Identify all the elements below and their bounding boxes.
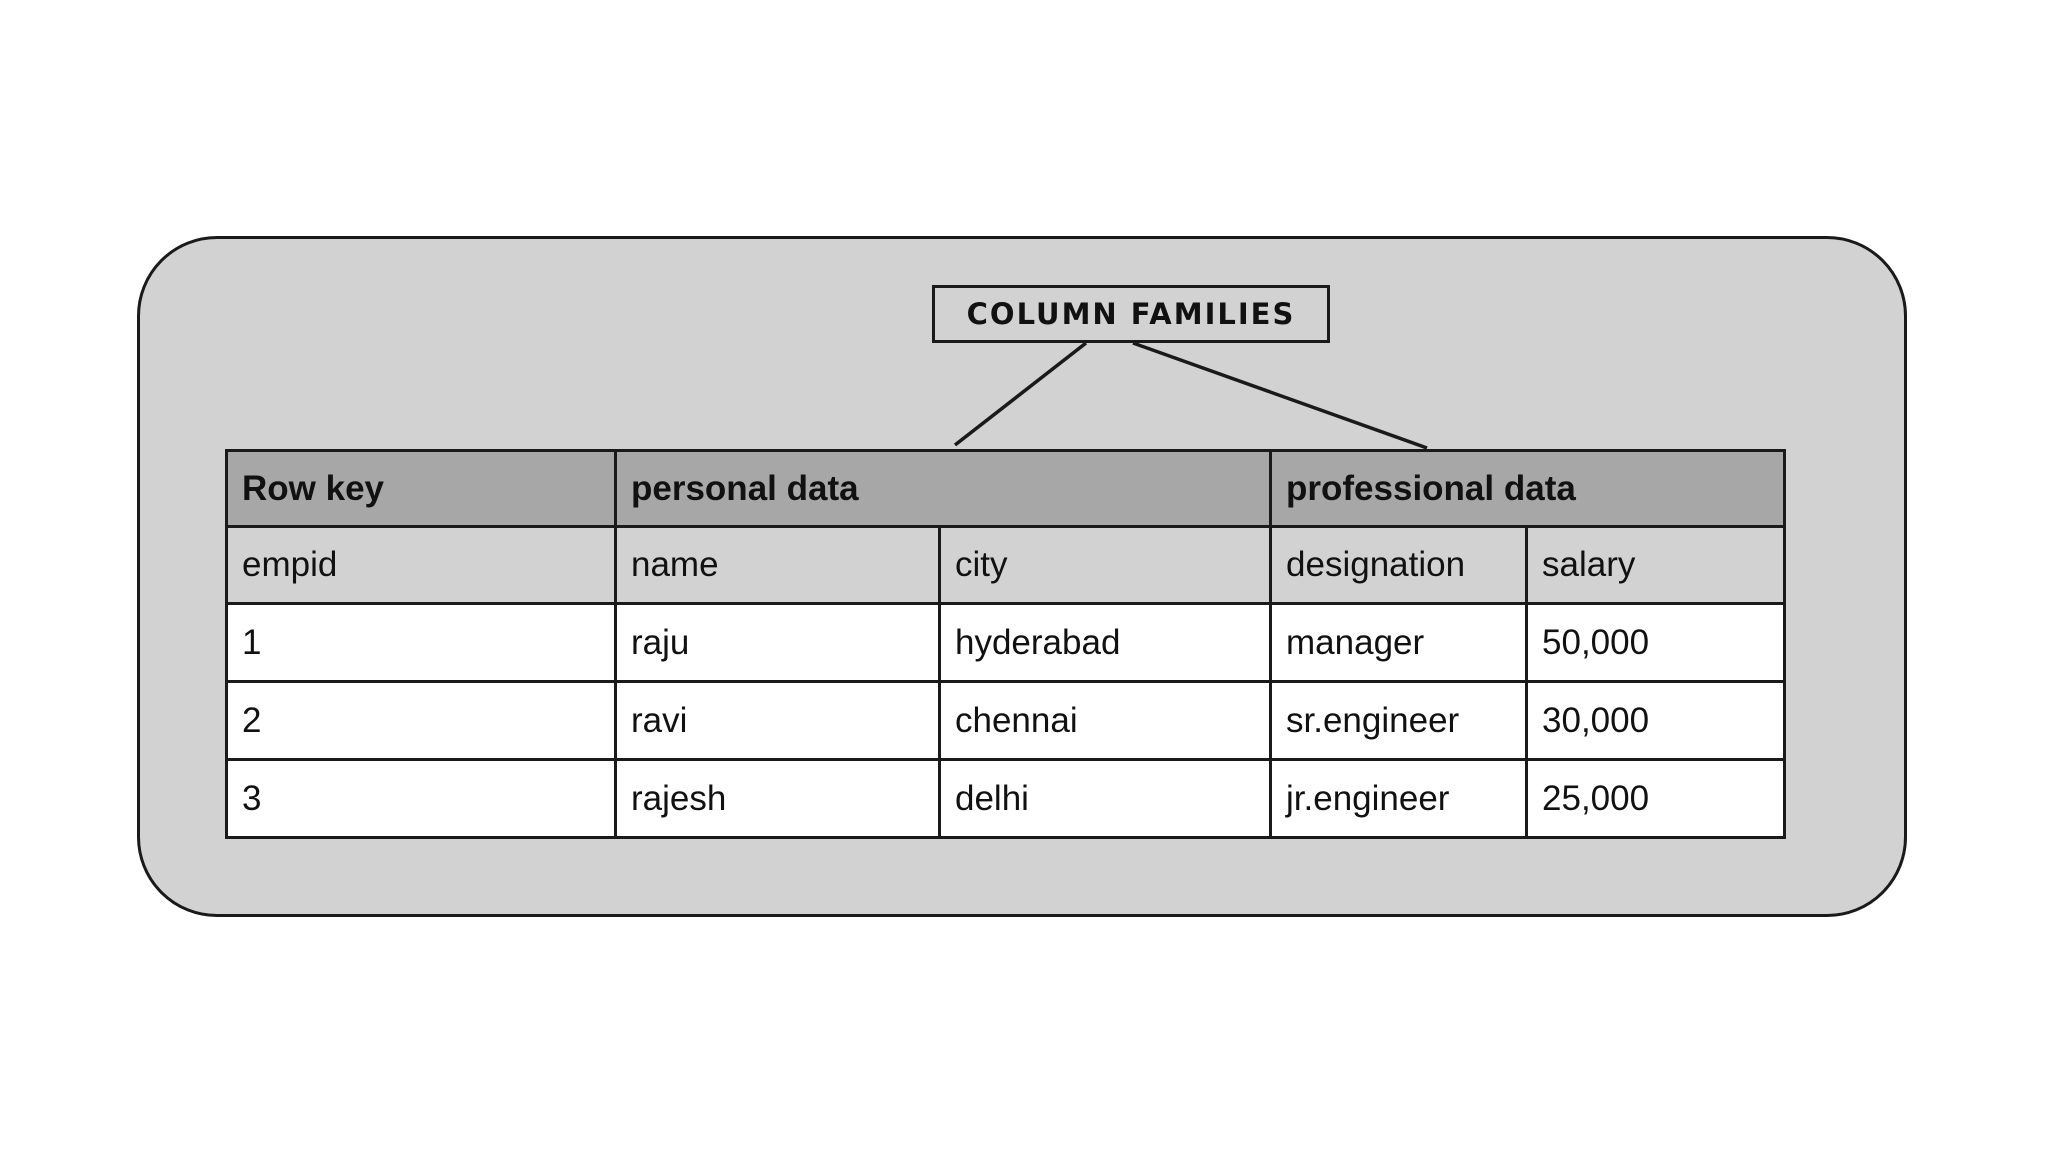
table-row xyxy=(227,604,1785,682)
qualifier-cell: city xyxy=(940,527,1271,604)
table-cell: 3 xyxy=(227,760,616,838)
column-families-label: COLUMN FAMILIES xyxy=(966,297,1296,331)
table-cell: delhi xyxy=(940,760,1271,838)
column-family-header-row xyxy=(227,451,1785,527)
column-families-callout xyxy=(932,285,1330,343)
professional-data-family-header: professional data xyxy=(1271,451,1785,527)
hbase-table xyxy=(225,449,1786,839)
column-qualifier-row xyxy=(227,527,1785,604)
table-cell: 2 xyxy=(227,682,616,760)
table-cell: 50,000 xyxy=(1527,604,1785,682)
table-cell: 25,000 xyxy=(1527,760,1785,838)
table-cell: ravi xyxy=(616,682,940,760)
table-cell: raju xyxy=(616,604,940,682)
table-cell: rajesh xyxy=(616,760,940,838)
personal-data-family-header: personal data xyxy=(616,451,1271,527)
qualifier-cell: salary xyxy=(1527,527,1785,604)
table-cell: chennai xyxy=(940,682,1271,760)
row-key-header: Row key xyxy=(227,451,616,527)
qualifier-cell: name xyxy=(616,527,940,604)
qualifier-cell: empid xyxy=(227,527,616,604)
table-row xyxy=(227,760,1785,838)
table-cell: 30,000 xyxy=(1527,682,1785,760)
table-cell: jr.engineer xyxy=(1271,760,1527,838)
table-row xyxy=(227,682,1785,760)
table-cell: sr.engineer xyxy=(1271,682,1527,760)
table-cell: hyderabad xyxy=(940,604,1271,682)
table-cell: 1 xyxy=(227,604,616,682)
table-cell: manager xyxy=(1271,604,1527,682)
qualifier-cell: designation xyxy=(1271,527,1527,604)
